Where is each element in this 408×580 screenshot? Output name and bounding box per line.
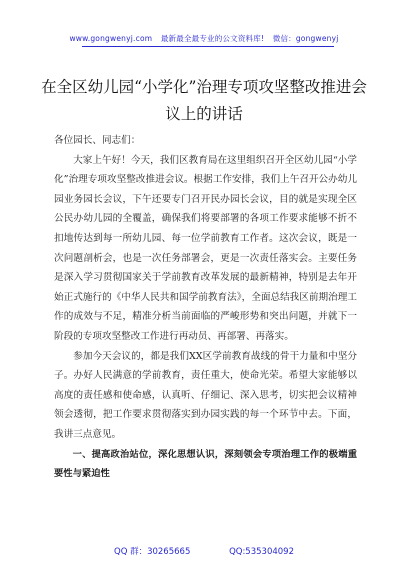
document-body <box>54 131 357 484</box>
qq-group: QQ 群：30265665 <box>114 547 191 557</box>
site-footer <box>0 545 408 557</box>
wechat-id: 微信：gongwenyj <box>272 34 339 43</box>
paragraph-participants: 参加今天会议的，都是我们XX区学前教育战线的骨干力量和中坚分子。办好人民满意的学前教育，责任重大，使命光荣。希望大家能够以高度的责任感和使命感，认真听、仔细记、深入思考，切实把会议精神领会透彻，把工作要求贯彻落实到办园实践的每一个环节中去。下面，我讲三点意见。 <box>54 350 357 440</box>
site-slogan: 最新最全最专业的公文资料库! <box>160 34 265 43</box>
site-url[interactable]: www.gongwenyj.com <box>69 34 153 43</box>
document-title: 在全区幼儿园“小学化”治理专项攻坚整改推进会议上的讲话 <box>41 78 367 123</box>
section-heading-1: 一、提高政治站位，深化思想认识，深刻领会专项治理工作的极端重要性与紧迫性 <box>54 448 357 480</box>
header-rule <box>82 46 334 47</box>
paragraph-opening: 大家上午好！今天，我们区教育局在这里组织召开全区幼儿园“小学化”治理专项攻坚整改推进会议。根据工作安排，我们上午召开公办幼儿园业务园长会议，下午还要专门召开民办园长会议，目的就是实现全区公民办幼儿园的全覆盖，确保我们将要部署的各项工作要求能够不折不扣地传达到每一所幼儿园、每一位学前教育工作者。这次会议，既是一次问题剖析会，也是一次任务部署会，更是一次责任落实会。主要任务是深入学习贯彻国家关于学前教育改革发展的最新精神，特别是去年开始正式施行的《中华人民共和国学前教育法》，全面总结我区前期治理工作的成效与不足，精准分析当前面临的严峻形势和突出问题，并就下一阶段的专项攻坚整改工作进行再动员、再部署、再落实。 <box>54 154 357 342</box>
qq-contact: QQ:535304092 <box>229 547 294 557</box>
site-header <box>0 33 408 44</box>
salutation: 各位园长、同志们： <box>54 135 141 146</box>
